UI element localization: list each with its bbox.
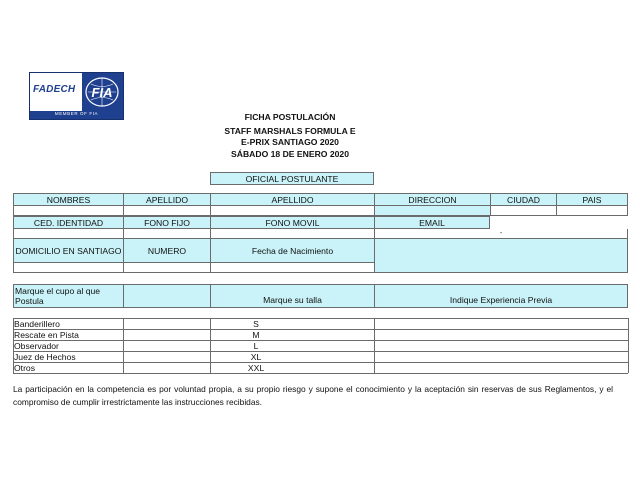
header-pais: PAIS <box>556 193 628 206</box>
cupo-checkbox-juez[interactable] <box>124 352 210 362</box>
header-fecha-nacimiento: Fecha de Nacimiento <box>210 239 374 263</box>
section-title-oficial-postulante: OFICIAL POSTULANTE <box>210 172 374 185</box>
input-domicilio[interactable] <box>13 263 123 273</box>
input-apellido-1[interactable] <box>123 206 210 216</box>
input-email[interactable] <box>374 229 628 239</box>
cupo-checkbox-otros[interactable] <box>124 363 210 373</box>
header-cupo: Marque el cupo al que Postula <box>13 284 123 308</box>
header-experiencia: Indique Experiencia Previa <box>374 284 628 308</box>
header-fono-movil: FONO MOVIL <box>210 216 374 229</box>
size-option-m[interactable]: M <box>252 330 260 340</box>
input-pais[interactable] <box>556 206 628 216</box>
input-fono-movil[interactable] <box>210 229 374 239</box>
header-ced-identidad: CED. IDENTIDAD <box>13 216 123 229</box>
role-banderillero: Banderillero <box>14 319 60 329</box>
role-otros: Otros <box>14 363 36 373</box>
input-direccion[interactable] <box>374 206 490 216</box>
event-date: SÁBADO 18 DE ENERO 2020 <box>231 149 349 159</box>
input-apellido-2[interactable] <box>210 206 374 216</box>
fadech-logo-text: FADECH <box>33 84 76 95</box>
experiencia-previa-field[interactable] <box>375 319 628 373</box>
email-dash: - <box>499 229 503 237</box>
svg-text:FIA: FIA <box>91 85 113 100</box>
fia-emblem-icon <box>84 76 120 109</box>
header-apellido-1: APELLIDO <box>123 193 210 206</box>
size-option-xxl[interactable]: XXL <box>247 363 265 373</box>
role-rescate-en-pista: Rescate en Pista <box>14 330 79 340</box>
cupo-checkbox-banderillero[interactable] <box>124 319 210 329</box>
input-ciudad[interactable] <box>490 206 556 216</box>
input-nombres[interactable] <box>13 206 123 216</box>
header-direccion: DIRECCION <box>374 193 490 206</box>
header-email: EMAIL <box>374 216 490 229</box>
header-apellido-2: APELLIDO <box>210 193 374 206</box>
disclaimer-text: La participación en la competencia es por voluntad propia, a su propio riesgo y supone el conocimiento y la aceptación sin reservas de sus Reglamentos, y el compromiso de cumplir irrestrictamente las instrucciones recibidas. <box>13 384 613 407</box>
header-ciudad: CIUDAD <box>490 193 556 206</box>
size-option-l[interactable]: L <box>253 341 259 351</box>
fadech-fia-logo <box>29 72 124 120</box>
header-cupo-fill <box>123 284 210 308</box>
fecha-nacimiento-field[interactable] <box>374 239 628 273</box>
input-numero[interactable] <box>123 263 210 273</box>
header-fono-fijo: FONO FIJO <box>123 216 210 229</box>
input-fecha-nacimiento[interactable] <box>210 263 374 273</box>
input-ced-identidad[interactable] <box>13 229 123 239</box>
event-title-line1: STAFF MARSHALS FORMULA E <box>224 126 356 136</box>
header-nombres: NOMBRES <box>13 193 123 206</box>
cupo-checkbox-rescate[interactable] <box>124 330 210 340</box>
role-juez-de-hechos: Juez de Hechos <box>14 352 76 362</box>
header-talla: Marque su talla <box>210 284 374 308</box>
input-fono-fijo[interactable] <box>123 229 210 239</box>
size-option-xl[interactable]: XL <box>250 352 262 362</box>
header-numero: NUMERO <box>123 239 210 263</box>
size-option-s[interactable]: S <box>253 319 259 329</box>
event-title-line2: E-PRIX SANTIAGO 2020 <box>241 137 339 147</box>
form-title: FICHA POSTULACIÓN <box>244 112 336 122</box>
cupo-checkbox-observador[interactable] <box>124 341 210 351</box>
member-of-fia-text: MEMBER OF FIA <box>54 111 99 116</box>
role-observador: Observador <box>14 341 59 351</box>
header-domicilio: DOMICILIO EN SANTIAGO <box>13 239 123 263</box>
